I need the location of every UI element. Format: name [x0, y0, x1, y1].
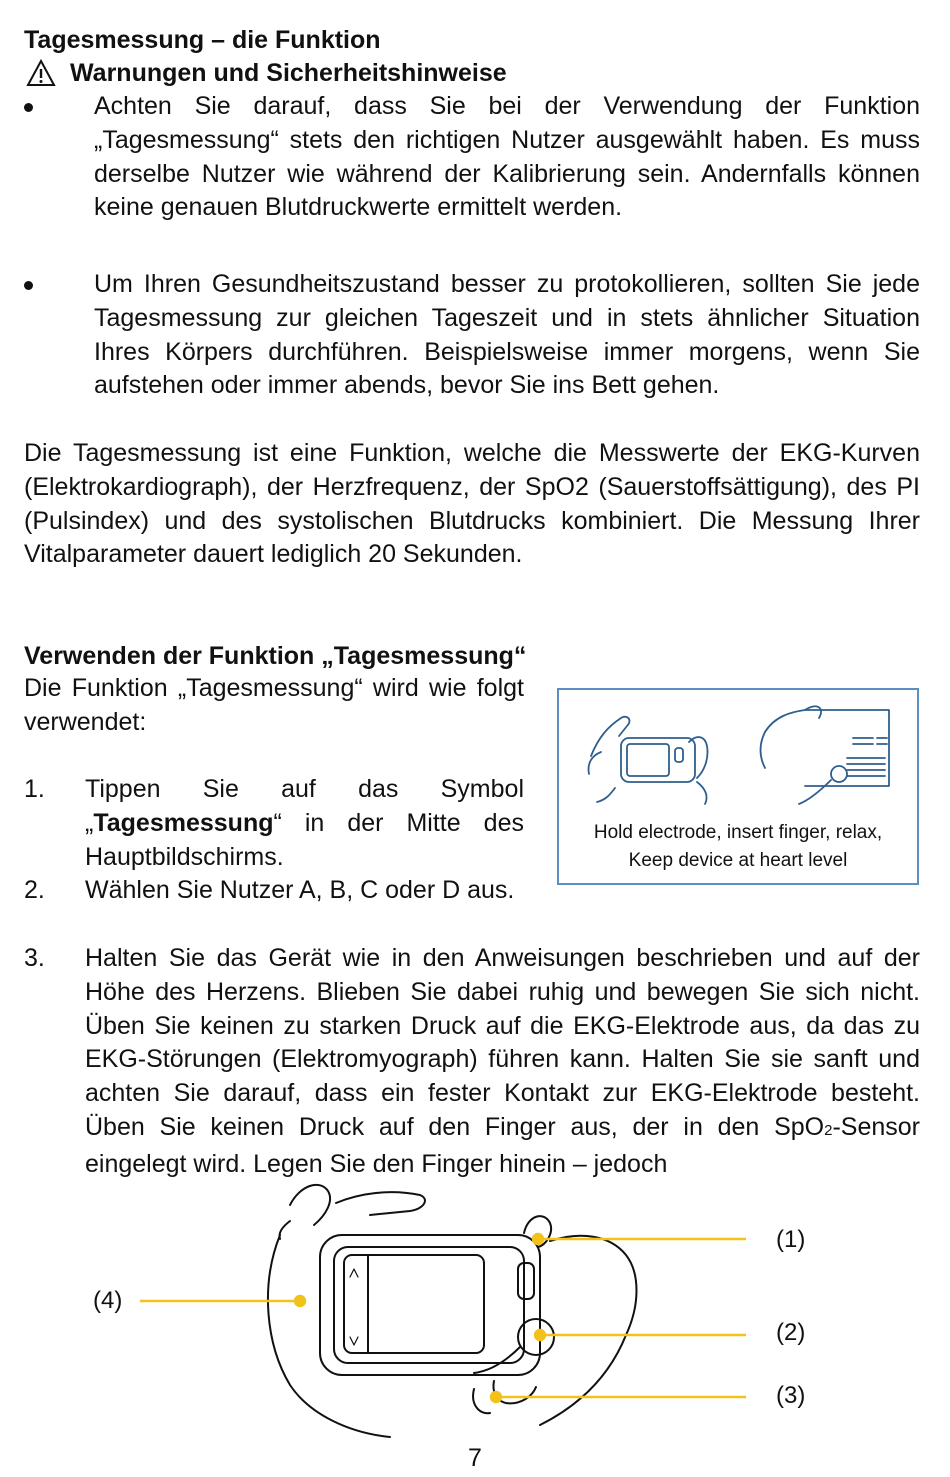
section-intro: Die Funktion „Tagesmessung“ wird wie folgt verwendet:	[24, 674, 524, 736]
figure-caption-line-1: Hold electrode, insert finger, relax,	[593, 822, 883, 843]
callout-1: (1)	[776, 1226, 806, 1253]
bullet-dot	[24, 281, 33, 290]
step-3	[24, 942, 920, 1182]
instruction-figure	[557, 688, 919, 885]
step-number: 2.	[24, 876, 45, 904]
callout-2: (2)	[776, 1319, 806, 1346]
hand-device-illustration	[569, 696, 909, 806]
step-number: 1.	[24, 775, 45, 803]
warning-heading	[24, 57, 507, 89]
section-title: Verwenden der Funktion „Tagesmessung“	[24, 642, 527, 670]
subscript: 2	[824, 1121, 833, 1139]
bullet-text: Achten Sie darauf, dass Sie bei der Verwendung der Funktion „Tagesmessung“ stets den richtigen Nutzer ausgewählt haben. Es muss derselbe Nutzer wie während der Kalibrierung sein. Andernfalls können keine genauen Blutdruckwerte ermittelt werden.	[94, 92, 920, 222]
warning-triangle-icon	[26, 59, 56, 87]
step-text-part: “ in der Mitte des Hauptbildschirms.	[85, 808, 524, 871]
step-text-part: -Sensor eingelegt wird. Legen Sie den Finger hinein – jedoch	[85, 1112, 920, 1178]
figure-caption-line-2: Keep device at heart level	[628, 850, 848, 871]
callout-4: (4)	[93, 1287, 123, 1314]
warning-title: Warnungen und Sicherheitshinweise	[70, 59, 507, 87]
page-number: 7	[468, 1444, 482, 1472]
bullet-text: Um Ihren Gesundheitszustand besser zu protokollieren, sollten Sie jede Tagesmessung zur gleichen Tageszeit und in stets ähnlicher Situation Ihres Körpers durchführen. Beispielsweise immer morgens, wenn Sie aufstehen oder immer abends, bevor Sie ins Bett gehen.	[94, 270, 920, 400]
callout-3: (3)	[776, 1382, 806, 1409]
warning-bullet-2	[24, 268, 920, 403]
step-1	[24, 773, 524, 874]
bullet-dot	[24, 103, 33, 112]
step-2	[24, 874, 524, 908]
step-text	[85, 942, 920, 1182]
device-hold-illustration	[140, 1175, 780, 1440]
step-text: Wählen Sie Nutzer A, B, C oder D aus.	[85, 876, 515, 904]
page-heading: Tagesmessung – die Funktion	[24, 26, 381, 54]
intro-paragraph: Die Tagesmessung ist eine Funktion, welche die Messwerte der EKG-Kurven (Elektrokardiograph), der Herzfrequenz, der SpO2 (Sauerstoffsättigung), des PI (Pulsindex) und des systolischen Blutdrucks kombiniert. Die Messung Ihrer Vitalparameter dauert lediglich 20 Sekunden.	[24, 439, 920, 569]
step-text-part: Halten Sie das Gerät wie in den Anweisungen beschrieben und auf der Höhe des Herzens. Blieben Sie dabei ruhig und bewegen Sie sich nicht. Üben Sie keinen zu starken Druck auf die EKG-Elektrode aus, da das zu EKG-Störungen (Elektromyograph) führen kann. Halten Sie sie sanft und achten Sie darauf, dass ein fester Kontakt zur EKG-Elektrode besteht. Üben Sie keinen Druck auf den Finger aus, der in den SpO	[85, 944, 920, 1141]
step-text-part: Tippen Sie auf das Symbol „	[85, 775, 524, 837]
step-symbol-name: Tagesmessung	[93, 808, 274, 837]
step-text	[85, 773, 524, 874]
warning-bullet-1	[24, 90, 920, 225]
step-number: 3.	[24, 944, 45, 972]
